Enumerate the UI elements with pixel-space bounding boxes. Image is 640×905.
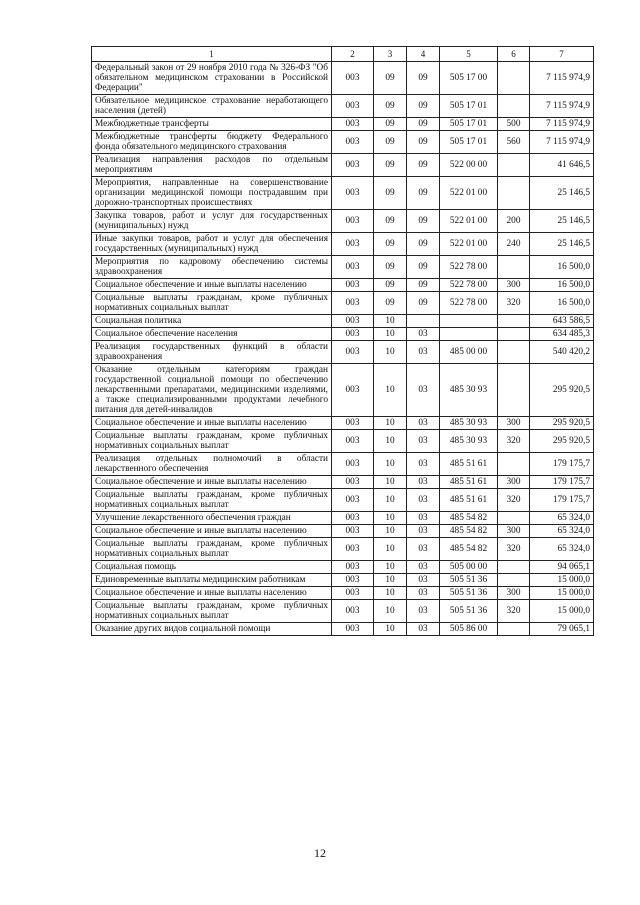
- table-row: [92, 131, 594, 154]
- cell-expense-type: 300: [498, 417, 530, 430]
- cell-expense-type: [498, 561, 530, 574]
- cell-expense-type: [498, 256, 530, 279]
- cell-admin-code: 003: [332, 430, 374, 453]
- table-row: [92, 587, 594, 600]
- cell-expense-type: [498, 62, 530, 95]
- table-row: [92, 118, 594, 131]
- cell-subsection: 09: [407, 256, 440, 279]
- cell-section: 10: [374, 430, 407, 453]
- table-row: [92, 315, 594, 328]
- table-row: [92, 154, 594, 177]
- cell-subsection: 03: [407, 476, 440, 489]
- cell-section: 10: [374, 587, 407, 600]
- cell-section: 10: [374, 525, 407, 538]
- cell-section: 10: [374, 315, 407, 328]
- cell-section: 10: [374, 512, 407, 525]
- cell-amount: 25 146,5: [530, 210, 594, 233]
- cell-expense-type: 500: [498, 118, 530, 131]
- cell-section: 09: [374, 256, 407, 279]
- cell-amount: 25 146,5: [530, 177, 594, 210]
- cell-expense-type: [498, 623, 530, 636]
- cell-amount: 65 324,0: [530, 525, 594, 538]
- cell-subsection: 03: [407, 453, 440, 476]
- cell-admin-code: 003: [332, 210, 374, 233]
- cell-admin-code: 003: [332, 131, 374, 154]
- table-row: [92, 623, 594, 636]
- cell-admin-code: 003: [332, 574, 374, 587]
- cell-expense-type: [498, 95, 530, 118]
- table-row: [92, 95, 594, 118]
- cell-section: 10: [374, 453, 407, 476]
- cell-section: 09: [374, 210, 407, 233]
- cell-name: Социальные выплаты гражданам, кроме публичных нормативных социальных выплат: [92, 430, 332, 453]
- column-header: 7: [530, 47, 594, 62]
- cell-admin-code: 003: [332, 623, 374, 636]
- cell-name: Мероприятия по кадровому обеспечению системы здравоохранения: [92, 256, 332, 279]
- cell-target-article: 505 51 36: [440, 587, 498, 600]
- cell-admin-code: 003: [332, 417, 374, 430]
- table-body: [92, 62, 594, 636]
- cell-admin-code: 003: [332, 95, 374, 118]
- cell-expense-type: [498, 512, 530, 525]
- cell-subsection: 03: [407, 512, 440, 525]
- cell-amount: 16 500,0: [530, 279, 594, 292]
- cell-subsection: 09: [407, 177, 440, 210]
- cell-target-article: 505 17 00: [440, 62, 498, 95]
- cell-target-article: 522 01 00: [440, 210, 498, 233]
- cell-target-article: 505 17 01: [440, 118, 498, 131]
- cell-admin-code: 003: [332, 328, 374, 341]
- cell-target-article: 522 78 00: [440, 292, 498, 315]
- cell-subsection: 03: [407, 328, 440, 341]
- table-row: [92, 233, 594, 256]
- table-row: [92, 341, 594, 364]
- cell-name: Социальное обеспечение и иные выплаты населению: [92, 476, 332, 489]
- cell-admin-code: 003: [332, 256, 374, 279]
- cell-subsection: 09: [407, 154, 440, 177]
- table-row: [92, 489, 594, 512]
- table-row: [92, 574, 594, 587]
- cell-amount: 16 500,0: [530, 292, 594, 315]
- cell-expense-type: 320: [498, 430, 530, 453]
- column-header: 5: [440, 47, 498, 62]
- cell-admin-code: 003: [332, 561, 374, 574]
- cell-admin-code: 003: [332, 538, 374, 561]
- cell-target-article: 522 00 00: [440, 154, 498, 177]
- cell-subsection: 03: [407, 600, 440, 623]
- cell-target-article: 485 54 82: [440, 512, 498, 525]
- cell-target-article: 522 78 00: [440, 256, 498, 279]
- cell-amount: 179 175,7: [530, 489, 594, 512]
- cell-section: 09: [374, 131, 407, 154]
- cell-expense-type: 300: [498, 279, 530, 292]
- cell-name: Единовременные выплаты медицинским работникам: [92, 574, 332, 587]
- cell-expense-type: [498, 177, 530, 210]
- cell-subsection: 09: [407, 210, 440, 233]
- cell-expense-type: 300: [498, 587, 530, 600]
- table-row: [92, 512, 594, 525]
- cell-name: Реализация государственных функций в области здравоохранения: [92, 341, 332, 364]
- cell-subsection: 03: [407, 364, 440, 417]
- cell-section: 10: [374, 417, 407, 430]
- cell-expense-type: 300: [498, 476, 530, 489]
- cell-subsection: 09: [407, 118, 440, 131]
- cell-target-article: [440, 328, 498, 341]
- cell-section: 09: [374, 154, 407, 177]
- cell-expense-type: [498, 574, 530, 587]
- cell-target-article: 505 51 36: [440, 574, 498, 587]
- page-number: 12: [314, 846, 326, 860]
- cell-expense-type: 240: [498, 233, 530, 256]
- cell-subsection: 03: [407, 430, 440, 453]
- table-row: [92, 561, 594, 574]
- cell-subsection: 09: [407, 279, 440, 292]
- cell-amount: 15 000,0: [530, 587, 594, 600]
- cell-target-article: 485 54 82: [440, 525, 498, 538]
- cell-expense-type: [498, 364, 530, 417]
- cell-admin-code: 003: [332, 154, 374, 177]
- cell-amount: 16 500,0: [530, 256, 594, 279]
- cell-admin-code: 003: [332, 315, 374, 328]
- cell-admin-code: 003: [332, 62, 374, 95]
- table-row: [92, 600, 594, 623]
- table-row: [92, 279, 594, 292]
- cell-name: Социальное обеспечение и иные выплаты населению: [92, 417, 332, 430]
- cell-admin-code: 003: [332, 341, 374, 364]
- cell-admin-code: 003: [332, 600, 374, 623]
- cell-name: Реализация направления расходов по отдельным мероприятиям: [92, 154, 332, 177]
- cell-name: Социальные выплаты гражданам, кроме публичных нормативных социальных выплат: [92, 292, 332, 315]
- table-row: [92, 525, 594, 538]
- cell-amount: 295 920,5: [530, 430, 594, 453]
- cell-subsection: 03: [407, 574, 440, 587]
- cell-name: Мероприятия, направленные на совершенствование организации медицинской помощи пострадавшим при дорожно-транспортных происшествиях: [92, 177, 332, 210]
- cell-section: 09: [374, 118, 407, 131]
- cell-section: 10: [374, 623, 407, 636]
- cell-amount: 7 115 974,9: [530, 62, 594, 95]
- cell-section: 10: [374, 600, 407, 623]
- cell-subsection: 03: [407, 525, 440, 538]
- cell-target-article: 485 30 93: [440, 417, 498, 430]
- cell-name: Межбюджетные трансферты: [92, 118, 332, 131]
- cell-subsection: 03: [407, 587, 440, 600]
- table-row: [92, 430, 594, 453]
- cell-admin-code: 003: [332, 525, 374, 538]
- table-row: [92, 62, 594, 95]
- cell-subsection: 09: [407, 62, 440, 95]
- table-row: [92, 256, 594, 279]
- table-header-row: [92, 47, 594, 62]
- cell-subsection: 09: [407, 131, 440, 154]
- cell-section: 09: [374, 233, 407, 256]
- table-row: [92, 538, 594, 561]
- cell-section: 09: [374, 62, 407, 95]
- cell-section: 09: [374, 95, 407, 118]
- cell-subsection: 09: [407, 233, 440, 256]
- cell-expense-type: 560: [498, 131, 530, 154]
- cell-name: Социальное обеспечение и иные выплаты населению: [92, 587, 332, 600]
- cell-subsection: 03: [407, 623, 440, 636]
- cell-admin-code: 003: [332, 292, 374, 315]
- cell-admin-code: 003: [332, 453, 374, 476]
- cell-section: 09: [374, 279, 407, 292]
- cell-admin-code: 003: [332, 364, 374, 417]
- cell-expense-type: 200: [498, 210, 530, 233]
- cell-amount: 41 646,5: [530, 154, 594, 177]
- column-header: 1: [92, 47, 332, 62]
- cell-admin-code: 003: [332, 489, 374, 512]
- cell-amount: 7 115 974,9: [530, 118, 594, 131]
- cell-name: Улучшение лекарственного обеспечения граждан: [92, 512, 332, 525]
- cell-target-article: 505 17 01: [440, 95, 498, 118]
- cell-name: Социальные выплаты гражданам, кроме публичных нормативных социальных выплат: [92, 600, 332, 623]
- cell-section: 10: [374, 341, 407, 364]
- cell-target-article: 522 01 00: [440, 177, 498, 210]
- cell-name: Социальное обеспечение и иные выплаты населению: [92, 279, 332, 292]
- cell-target-article: 485 51 61: [440, 489, 498, 512]
- cell-subsection: 09: [407, 95, 440, 118]
- cell-name: Оказание отдельным категориям граждан государственной социальной помощи по обеспечению лекарственными препаратами, медицинскими изделиями, а также специализированными продуктами лечебного питания для детей-инвалидов: [92, 364, 332, 417]
- cell-section: 10: [374, 489, 407, 512]
- cell-name: Реализация отдельных полномочий в области лекарственного обеспечения: [92, 453, 332, 476]
- table-row: [92, 417, 594, 430]
- cell-amount: 7 115 974,9: [530, 95, 594, 118]
- cell-amount: 634 485,3: [530, 328, 594, 341]
- cell-name: Обязательное медицинское страхование неработающего населения (детей): [92, 95, 332, 118]
- column-header: 4: [407, 47, 440, 62]
- cell-name: Иные закупки товаров, работ и услуг для обеспечения государственных (муниципальных) нужд: [92, 233, 332, 256]
- cell-amount: 7 115 974,9: [530, 131, 594, 154]
- cell-name: Социальное обеспечение и иные выплаты населению: [92, 525, 332, 538]
- cell-expense-type: 320: [498, 292, 530, 315]
- cell-amount: 79 065,1: [530, 623, 594, 636]
- cell-target-article: [440, 315, 498, 328]
- cell-subsection: 03: [407, 417, 440, 430]
- cell-section: 10: [374, 561, 407, 574]
- cell-name: Социальная политика: [92, 315, 332, 328]
- table-row: [92, 210, 594, 233]
- cell-target-article: 505 86 00: [440, 623, 498, 636]
- cell-name: Закупка товаров, работ и услуг для государственных (муниципальных) нужд: [92, 210, 332, 233]
- cell-expense-type: 300: [498, 525, 530, 538]
- table-row: [92, 476, 594, 489]
- cell-expense-type: [498, 328, 530, 341]
- cell-target-article: 485 30 93: [440, 430, 498, 453]
- cell-subsection: 03: [407, 538, 440, 561]
- column-header: 3: [374, 47, 407, 62]
- table-row: [92, 453, 594, 476]
- table-row: [92, 177, 594, 210]
- table-row: [92, 292, 594, 315]
- cell-target-article: 505 17 01: [440, 131, 498, 154]
- cell-admin-code: 003: [332, 233, 374, 256]
- cell-admin-code: 003: [332, 476, 374, 489]
- cell-section: 10: [374, 476, 407, 489]
- cell-amount: 540 420,2: [530, 341, 594, 364]
- cell-target-article: 485 54 82: [440, 538, 498, 561]
- cell-amount: 65 324,0: [530, 538, 594, 561]
- cell-name: Оказание других видов социальной помощи: [92, 623, 332, 636]
- cell-name: Межбюджетные трансферты бюджету Федерального фонда обязательного медицинского страхования: [92, 131, 332, 154]
- cell-amount: 179 175,7: [530, 453, 594, 476]
- column-header: 6: [498, 47, 530, 62]
- cell-section: 09: [374, 177, 407, 210]
- table-row: [92, 364, 594, 417]
- table-row: [92, 328, 594, 341]
- cell-expense-type: [498, 453, 530, 476]
- cell-amount: 25 146,5: [530, 233, 594, 256]
- cell-section: 10: [374, 364, 407, 417]
- cell-amount: 94 065,1: [530, 561, 594, 574]
- cell-admin-code: 003: [332, 587, 374, 600]
- cell-name: Социальные выплаты гражданам, кроме публичных нормативных социальных выплат: [92, 538, 332, 561]
- cell-expense-type: 320: [498, 538, 530, 561]
- cell-target-article: 485 51 61: [440, 476, 498, 489]
- cell-amount: 15 000,0: [530, 600, 594, 623]
- document-page: [91, 46, 593, 636]
- cell-expense-type: [498, 154, 530, 177]
- cell-expense-type: 320: [498, 489, 530, 512]
- cell-section: 10: [374, 574, 407, 587]
- cell-section: 09: [374, 292, 407, 315]
- cell-target-article: 522 78 00: [440, 279, 498, 292]
- cell-subsection: [407, 315, 440, 328]
- cell-target-article: 485 30 93: [440, 364, 498, 417]
- cell-amount: 295 920,5: [530, 364, 594, 417]
- cell-target-article: 485 00 00: [440, 341, 498, 364]
- cell-amount: 65 324,0: [530, 512, 594, 525]
- cell-name: Социальные выплаты гражданам, кроме публичных нормативных социальных выплат: [92, 489, 332, 512]
- cell-expense-type: 320: [498, 600, 530, 623]
- cell-subsection: 03: [407, 561, 440, 574]
- cell-admin-code: 003: [332, 279, 374, 292]
- cell-subsection: 03: [407, 489, 440, 512]
- cell-amount: 179 175,7: [530, 476, 594, 489]
- budget-table: [91, 46, 594, 636]
- cell-amount: 295 920,5: [530, 417, 594, 430]
- cell-section: 10: [374, 328, 407, 341]
- cell-target-article: 485 51 61: [440, 453, 498, 476]
- cell-expense-type: [498, 315, 530, 328]
- column-header: 2: [332, 47, 374, 62]
- cell-admin-code: 003: [332, 118, 374, 131]
- cell-admin-code: 003: [332, 512, 374, 525]
- cell-name: Федеральный закон от 29 ноября 2010 года № 326-ФЗ "Об обязательном медицинском страховании в Российской Федерации": [92, 62, 332, 95]
- cell-name: Социальное обеспечение населения: [92, 328, 332, 341]
- cell-name: Социальная помощь: [92, 561, 332, 574]
- cell-amount: 643 586,5: [530, 315, 594, 328]
- cell-admin-code: 003: [332, 177, 374, 210]
- cell-subsection: 03: [407, 341, 440, 364]
- cell-target-article: 505 51 36: [440, 600, 498, 623]
- cell-target-article: 505 00 00: [440, 561, 498, 574]
- cell-section: 10: [374, 538, 407, 561]
- cell-amount: 15 000,0: [530, 574, 594, 587]
- cell-subsection: 09: [407, 292, 440, 315]
- cell-expense-type: [498, 341, 530, 364]
- cell-target-article: 522 01 00: [440, 233, 498, 256]
